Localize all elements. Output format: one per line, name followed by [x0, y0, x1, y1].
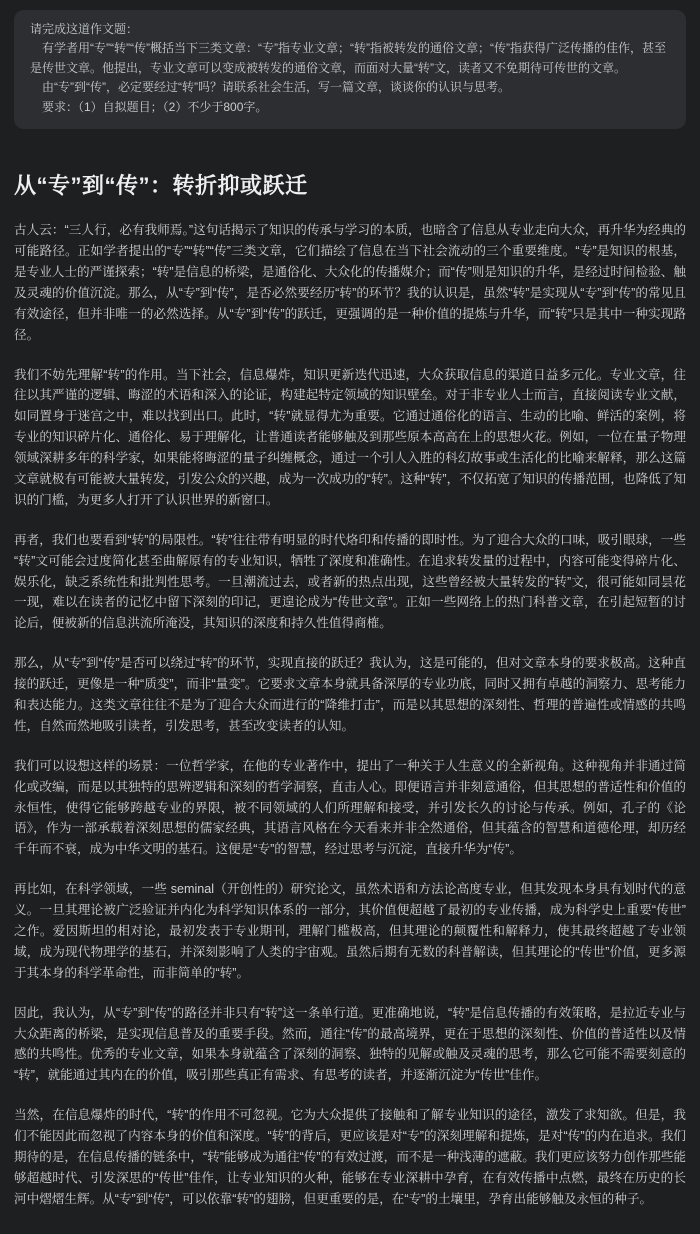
prompt-requirements: 要求：（1）自拟题目；（2）不少于800字。 — [42, 99, 268, 114]
essay-paragraph-4: 那么，从“专”到“传”是否可以绕过“转”的环节，实现直接的跃迁？我认为，这是可能的，但对文章本身的要求极高。这种直接的跃迁，更像是一种“质变”，而非“量变”。它要求文章本身就具备深厚的专业功底，同时又拥有卓越的洞察力、思考能力和表达能力。这类文章往往不是为了迎合大众而进行的“降维打击”，而是以其思想的深刻性、哲理的普遍性或情感的共鸣性，自然而然地吸引读者，引发思考，甚至改变读者的认知。 — [14, 656, 686, 733]
essay-paragraph-7: 因此，我认为，从“专”到“传”的路径并非只有“转”这一条单行道。更准确地说，“转”是信息传播的有效策略，是拉近专业与大众距离的桥梁，是实现信息普及的重要手段。然而，通往“传”的最高境界，更在于思想的深刻性、价值的普适性以及情感的共鸣性。优秀的专业文章，如果本身就蕴含了深刻的洞察、独特的见解或触及灵魂的思考，那么它可能不需要刻意的“转”，就能通过其内在的价值，吸引那些真正有需求、有思考的读者，并逐渐沉淀为“传世”佳作。 — [14, 1005, 686, 1083]
prompt-line-1: 有学者用“专”“转”“传”概括当下三类文章：“专”指专业文章；“转”指被转发的通俗文章；“传”指获得广泛传播的佳作，甚至是传世文章。他提出，专业文章可以变成被转发的通俗文章，而面对大量“转”文，读者又不免期待可传世的文章。 — [30, 41, 666, 75]
prompt-line-2: 由“专”到“传”，必定要经过“转”吗？请联系社会生活，写一篇文章，谈谈你的认识与思考。 — [42, 80, 510, 95]
prompt-intro: 请完成这道作文题： — [30, 22, 139, 36]
essay-paragraph-8: 当然，在信息爆炸的时代，“转”的作用不可忽视。它为大众提供了接触和了解专业知识的途径，激发了求知欲。但是，我们不能因此而忽视了内容本身的价值和深度。“转”的背后，更应该是对“专”的深刻理解和提炼，是对“传”的内在追求。我们期待的是，在信息传播的链条中，“转”能够成为通往“传”的有效过渡，而不是一种浅薄的遮蔽。我们更应该努力创作那些能够超越时代、引发深思的“传世”佳作，让专业知识的火种，能够在专业深耕中孕育，在有效传播中点燃，最终在历史的长河中熠熠生辉。从“专”到“传”，可以依靠“转”的翅膀，但更重要的是，在“专”的土壤里，孕育出能够触及永恒的种子。 — [14, 1108, 686, 1206]
essay-paragraph-6: 再比如，在科学领域，一些 seminal（开创性的）研究论文，虽然术语和方法论高度专业，但其发现本身具有划时代的意义。一旦其理论被广泛验证并内化为科学知识体系的一部分，其价值便超越了最初的专业传播，成为科学史上重要“传世”之作。爱因斯坦的相对论，最初发表于专业期刊，理解门槛极高，但其理论的颠覆性和解释力，使其最终超越了专业领域，成为现代物理学的基石，并深刻影响了人类的宇宙观。虽然后期有无数的科普解读，但其理论的“传世”价值，更多源于其本身的科学革命性，而非简单的“转”。 — [14, 882, 686, 980]
essay-paragraph-5: 我们可以设想这样的场景：一位哲学家，在他的专业著作中，提出了一种关于人生意义的全新视角。这种视角并非通过简化或改编，而是以其独特的思辨逻辑和深刻的哲学洞察，直击人心。即便语言并非刻意通俗，但其思想的普适性和价值的永恒性，使得它能够跨越专业的界限，被不同领域的人们所理解和接受，并引发长久的讨论与传承。例如，孔子的《论语》，作为一部承载着深刻思想的儒家经典，其语言风格在今天看来并非全然通俗，但其蕴含的智慧和道德伦理，却历经千年而不衰，成为中华文明的基石。这便是“专”的智慧，经过思考与沉淀，直接升华为“传”。 — [14, 758, 686, 857]
essay-paragraph-1: 古人云：“三人行，必有我师焉。”这句话揭示了知识的传承与学习的本质，也暗含了信息从专业走向大众，再升华为经典的可能路径。正如学者提出的“专”“转”“传”三类文章，它们描绘了信息在当下社会流动的三个重要维度。“专”是知识的根基，是专业人士的严谨探索；“转”是信息的桥梁，是通俗化、大众化的传播媒介；而“传”则是知识的升华，是经过时间检验、触及灵魂的价值沉淀。那么，从“专”到“传”，是否必然要经历“转”的环节？我的认识是，虽然“转”是实现从“专”到“传”的常见且有效途径，但并非唯一的必然选择。从“专”到“传”的跃迁，更强调的是一种价值的提炼与升华，而“转”只是其中一种实现路径。 — [14, 223, 686, 342]
prompt-box — [14, 10, 686, 129]
essay-paragraph-3: 再者，我们也要看到“转”的局限性。“转”往往带有明显的时代烙印和传播的即时性。为了迎合大众的口味，吸引眼球，一些“转”文可能会过度简化甚至曲解原有的专业知识，牺牲了深度和准确性。在追求转发量的过程中，内容可能变得碎片化、娱乐化，缺乏系统性和批判性思考。一旦潮流过去，或者新的热点出现，这些曾经被大量转发的“转”文，很可能如同昙花一现，难以在读者的记忆中留下深刻的印记，更遑论成为“传世文章”。正如一些网络上的热门科普文章，在引起短暂的讨论后，便被新的信息洪流所淹没，其知识的深度和持久性值得商榷。 — [14, 532, 686, 631]
essay-title: 从“专”到“传”：转折抑或跃迁 — [14, 173, 308, 199]
essay-paragraph-2: 我们不妨先理解“转”的作用。当下社会，信息爆炸，知识更新迭代迅速，大众获取信息的渠道日益多元化。专业文章，往往以其严谨的逻辑、晦涩的术语和深入的论证，构建起特定领域的知识壁垒。对于非专业人士而言，直接阅读专业文献，如同置身于迷宫之中，难以找到出口。此时，“转”就显得尤为重要。它通过通俗化的语言、生动的比喻、鲜活的案例，将专业的知识碎片化、通俗化、易于理解化，让普通读者能够触及到那些原本高高在上的思想火花。例如，一位在量子物理领域深耕多年的科学家，如果能将晦涩的量子纠缠概念，通过一个引人入胜的科幻故事或生活化的比喻来解释，那么这篇文章就极有可能被大量转发，引发公众的兴趣，成为一次成功的“转”。这种“转”，不仅拓宽了知识的传播范围，也降低了知识的门槛，为更多人打开了认识世界的新窗口。 — [14, 367, 686, 507]
